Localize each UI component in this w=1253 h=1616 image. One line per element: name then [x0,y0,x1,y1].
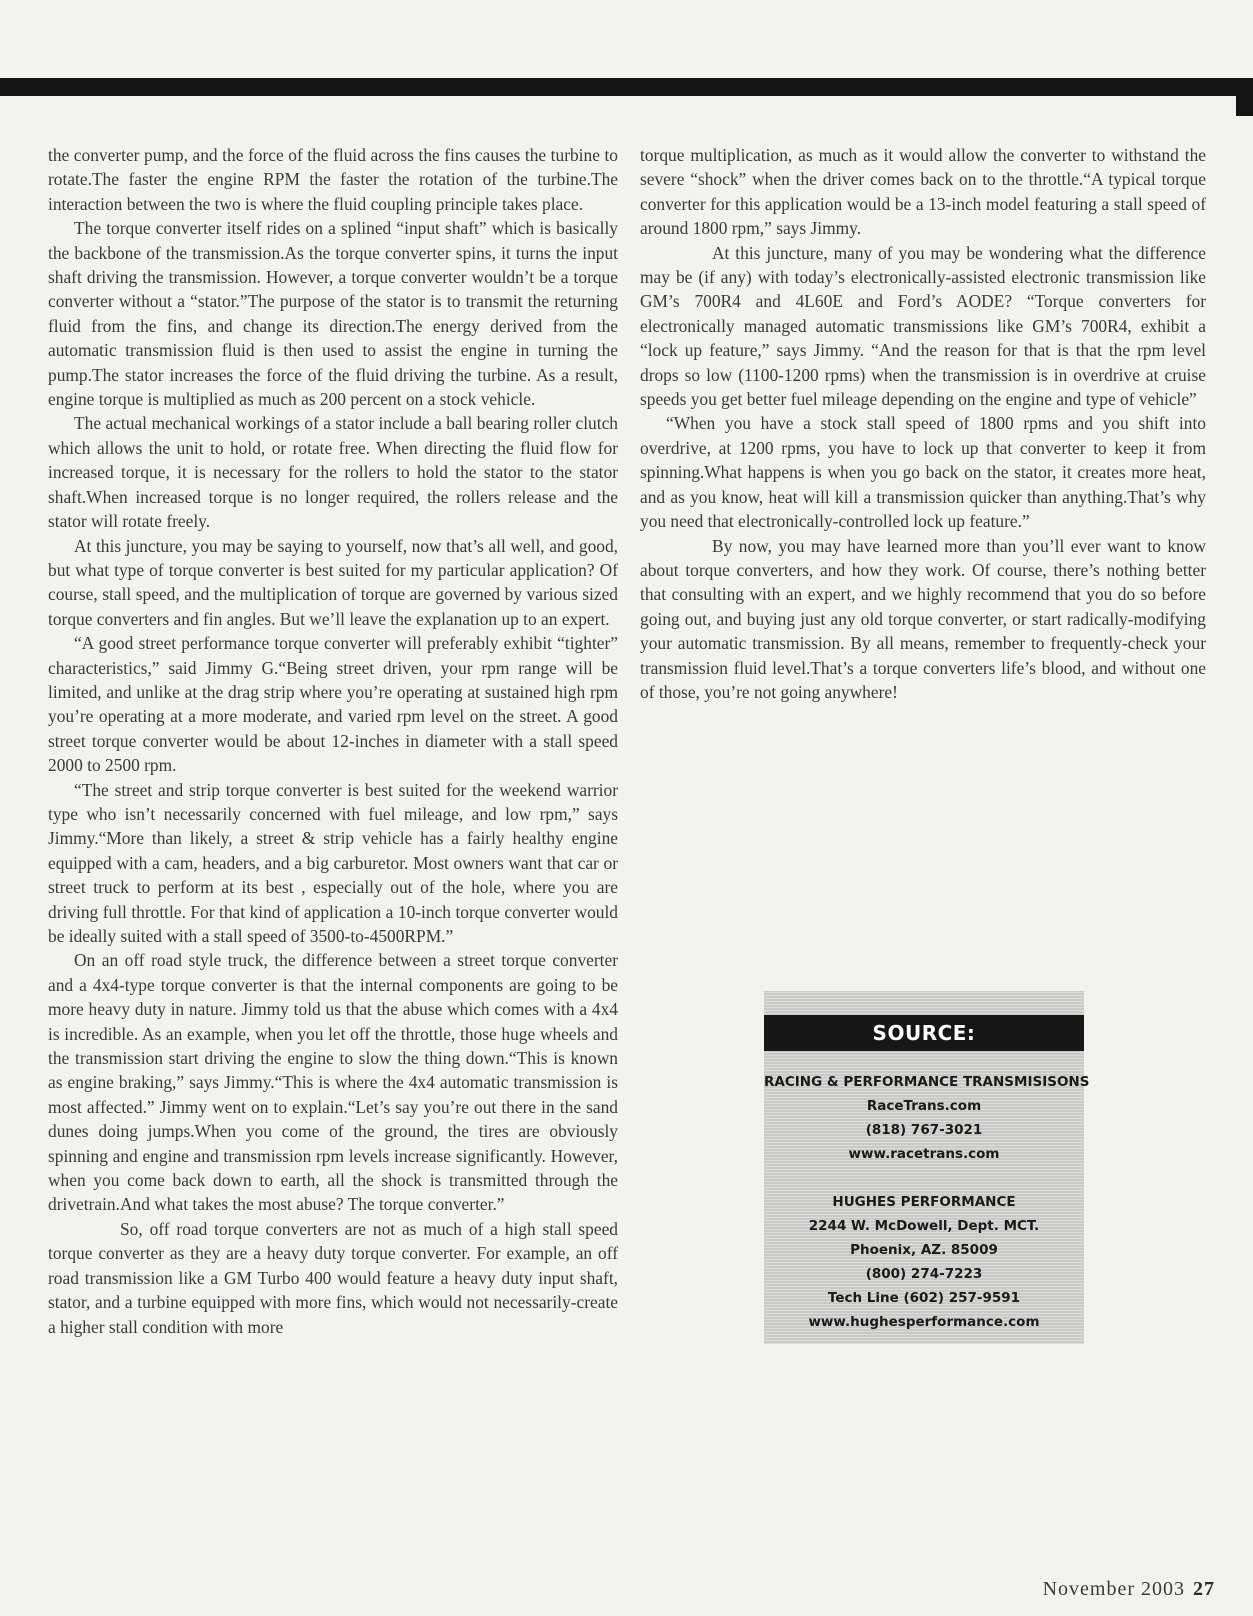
company-techline: Tech Line (602) 257-9591 [827,1290,1021,1306]
page-footer [1043,1578,1215,1601]
company-city: Phoenix, AZ. 85009 [850,1242,998,1258]
company-url: www.racetrans.com [848,1146,1000,1162]
page-number: 27 [1193,1578,1215,1600]
company-address: 2244 W. McDowell, Dept. MCT. [808,1218,1040,1234]
paragraph: “The street and strip torque converter is best suited for the weekend warrior type who isn’t necessarily concerned with fuel mileage, and low rpm,” says Jimmy.“More than likely, a street & strip vehicle has a fairly healthy engine equipped with a cam, headers, and a big carburetor. Most owners want that car or street truck to perform at its best , especially out of the hole, where you are driving full throttle. For that kind of application a 10-inch torque converter would be ideally suited with a stall speed of 3500-to-4500RPM.” [48,779,618,946]
paragraph: The actual mechanical workings of a stator include a ball bearing roller clutch which allows the unit to hold, or rotate free. When directing the fluid flow for increased torque, it is necessary for the rollers to hold the stator to the stator shaft.When increased torque is no longer required, the rollers release and the stator will rotate freely. [48,413,618,532]
paragraph: By now, you may have learned more than you’ll ever want to know about torque converters, and how they work. Of course, there’s nothing better that consulting with an expert, and we highly recommend that you do so before going out, and buying just any old torque converter, or start radically-modifying your automatic transmission. By all means, remember to frequently-check your transmission fluid level.That’s a torque converters life’s blood, and without one of those, you’re not going anywhere! [640,535,1206,702]
spacer [764,1166,1084,1190]
paragraph: “A good street performance torque converter will preferably exhibit “tighter” characteristics,” said Jimmy G.“Being street driven, your rpm range will be limited, and unlike at the drag strip where you’re operating at sustained high rpm you’re operating at a more moderate, and varied rpm level on the street. A good street torque converter would be about 12-inches in diameter with a stall speed 2000 to 2500 rpm. [48,633,618,776]
paragraph: So, off road torque converters are not as much of a high stall speed torque converter as they are a heavy duty torque converter. For example, an off road transmission like a GM Turbo 400 would feature a heavy duty input shaft, stator, and a turbine equipped with more fins, which would not necessarily-create a higher stall condition with more [48,1218,618,1337]
header-rule-edge [1236,78,1253,116]
issue-date: November 2003 [1042,1578,1185,1600]
article-column-left [48,143,618,1339]
company-phone: (818) 767-3021 [865,1122,983,1138]
company-name: RACING & PERFORMANCE TRANSMISISONS [764,1074,1090,1090]
company-phone: (800) 274-7223 [865,1266,983,1282]
company-site: RaceTrans.com [866,1098,982,1114]
company-name: HUGHES PERFORMANCE [832,1194,1016,1210]
paragraph: “When you have a stock stall speed of 1800 rpms and you shift into overdrive, at 1200 rpms, you have to lock up that converter to keep it from spinning.What happens is when you go back on the stator, it creates more heat, and as you know, heat will kill a transmission quicker than anything.That’s why you need that electronically-controlled lock up feature.” [640,413,1206,532]
paragraph: On an off road style truck, the difference between a street torque converter and a 4x4-type torque converter is that the internal components are going to be more heavy duty in nature. Jimmy told us that the abuse which comes with a 4x4 is incredible. As an example, when you let off the throttle, those huge wheels and the transmission start driving the engine to slow the thing down.“This is known as engine braking,” says Jimmy.“This is where the 4x4 automatic transmission is most affected.” Jimmy went on to explain.“Let’s say you’re out there in the sand dunes doing jumps.When you come of the ground, the tires are obviously spinning and engine and transmission rpm levels increase significantly. However, when you come back down to earth, all the shock is transmitted through the drivetrain.And what takes the most abuse? The torque converter.” [48,950,618,1215]
source-heading: SOURCE: [764,1015,1084,1051]
paragraph: The torque converter itself rides on a splined “input shaft” which is basically the backbone of the transmission.As the torque converter spins, it turns the input shaft driving the transmission. However, a torque converter wouldn’t be a torque converter without a “stator.”The purpose of the stator is to transmit the returning fluid from the fins, and change its direction.The energy derived from the automatic transmission fluid is then used to assist the engine in turning the pump.The stator increases the force of the fluid driving the turbine. As a result, engine torque is multiplied as much as 200 percent on a stock vehicle. [48,218,618,410]
paragraph: At this juncture, you may be saying to yourself, now that’s all well, and good, but what type of torque converter is best suited for my particular application? Of course, stall speed, and the multiplication of torque are governed by various sized torque converters and fin angles. But we’ll leave the explanation up to an expert. [48,535,618,629]
company-url: www.hughesperformance.com [808,1314,1040,1330]
paragraph: torque multiplication, as much as it would allow the converter to withstand the severe “shock” when the driver comes back on to the throttle.“A typical torque converter for this application would be a 13-inch model featuring a stall speed of around 1800 rpm,” says Jimmy. [640,145,1206,239]
header-rule [0,78,1236,96]
paragraph: the converter pump, and the force of the fluid across the fins causes the turbine to rotate.The faster the engine RPM the faster the rotation of the turbine.The interaction between the two is where the fluid coupling principle takes place. [48,145,618,214]
article-column-right [640,143,1206,704]
paragraph: At this juncture, many of you may be wondering what the difference may be (if any) with today’s electronically-assisted electronic transmission like GM’s 700R4 and 4L60E and Ford’s AODE? “Torque converters for electronically managed automatic transmissions like GM’s 700R4, exhibit a “lock up feature,” says Jimmy. “And the reason for that is that the rpm level drops so low (1100-1200 rpms) when the transmission is in overdrive at cruise speeds you get better fuel mileage depending on the engine and type of vehicle” [640,242,1206,410]
source-contacts [764,1070,1090,1334]
